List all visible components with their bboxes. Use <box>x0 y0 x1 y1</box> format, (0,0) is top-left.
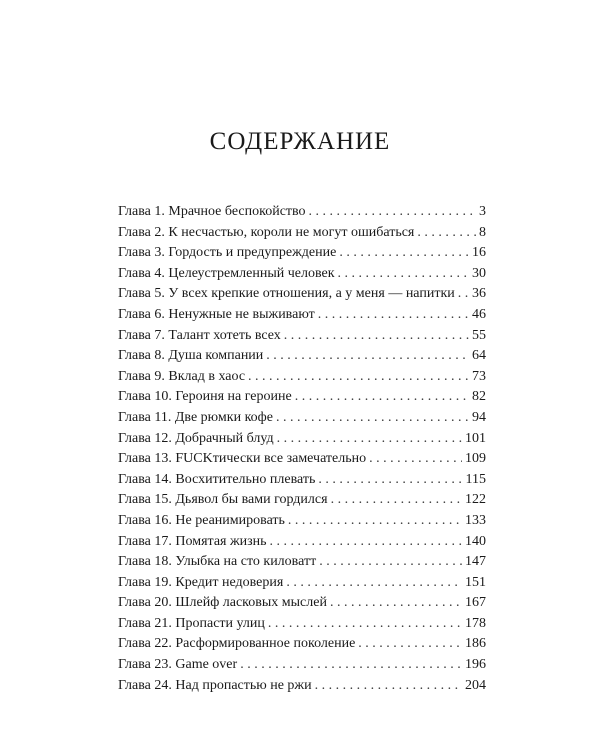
toc-entry-title: Глава 5. У всех крепкие отношения, а у меня — напитки <box>118 286 455 302</box>
toc-entry-title: Глава 22. Расформированное поколение <box>118 636 356 652</box>
dot-leader <box>318 472 462 488</box>
toc-entry-page: 151 <box>465 574 486 590</box>
dot-leader <box>319 554 462 570</box>
toc-entry-page: 36 <box>472 286 486 302</box>
toc-entry-page: 8 <box>479 224 486 240</box>
dot-leader <box>330 595 462 611</box>
toc-entry-title: Глава 13. FUCKтически все замечательно <box>118 451 367 467</box>
toc-entry-page: 46 <box>472 306 486 322</box>
toc-entry <box>118 575 486 596</box>
toc-entry-title: Глава 9. Вклад в хаос <box>118 368 246 384</box>
toc-entry-page: 109 <box>465 451 486 467</box>
toc-entry-page: 64 <box>472 348 486 364</box>
toc-entry <box>118 225 486 246</box>
toc-entry-title: Глава 11. Две рюмки кофе <box>118 409 273 425</box>
toc-entry-title: Глава 10. Героиня на героине <box>118 389 292 405</box>
toc-entry-page: 204 <box>465 677 486 693</box>
dot-leader <box>240 657 462 673</box>
toc-entry-page: 73 <box>472 368 486 384</box>
toc-entry-page: 55 <box>472 327 486 343</box>
toc-entry <box>118 513 486 534</box>
dot-leader <box>277 431 462 447</box>
toc-entry <box>118 636 486 657</box>
toc-entry-page: 101 <box>465 430 486 446</box>
toc-entry-page: 82 <box>472 389 486 405</box>
toc-entry <box>118 657 486 678</box>
toc-heading: СОДЕРЖАНИЕ <box>209 128 391 155</box>
toc-entry-title: Глава 20. Шлейф ласковых мыслей <box>118 595 327 611</box>
toc-entry <box>118 204 486 225</box>
dot-leader <box>286 575 462 591</box>
toc-entry <box>118 369 486 390</box>
dot-leader <box>270 534 462 550</box>
toc-entry-page: 94 <box>472 409 486 425</box>
dot-leader <box>266 348 469 364</box>
toc-entry-title: Глава 12. Добрачный блуд <box>118 430 274 446</box>
toc-entry <box>118 678 486 699</box>
toc-entry <box>118 410 486 431</box>
toc-entry-page: 196 <box>465 657 486 673</box>
toc-entry <box>118 616 486 637</box>
toc-entry-page: 122 <box>465 492 486 508</box>
dot-leader <box>295 389 469 405</box>
toc-entry-page: 133 <box>465 512 486 528</box>
dot-leader <box>331 492 462 508</box>
toc-entry-title: Глава 3. Гордость и предупреждение <box>118 245 337 261</box>
dot-leader <box>417 225 476 241</box>
toc-entry-title: Глава 14. Восхитительно плевать <box>118 471 316 487</box>
toc-entry <box>118 534 486 555</box>
toc-entry-title: Глава 24. Над пропастью не ржи <box>118 677 312 693</box>
toc-entry <box>118 286 486 307</box>
toc-entry <box>118 554 486 575</box>
toc-entry-title: Глава 23. Game over <box>118 657 238 673</box>
toc-entry <box>118 389 486 410</box>
toc-entry <box>118 492 486 513</box>
dot-leader <box>288 513 462 529</box>
toc-entry-page: 30 <box>472 265 486 281</box>
toc-entry <box>118 472 486 493</box>
dot-leader <box>458 286 469 302</box>
toc-entry <box>118 348 486 369</box>
dot-leader <box>309 204 476 220</box>
toc-entry-page: 147 <box>465 554 486 570</box>
toc-entry-page: 115 <box>465 471 486 487</box>
toc-entry-title: Глава 17. Помятая жизнь <box>118 533 267 549</box>
toc-entry <box>118 307 486 328</box>
toc-entry <box>118 451 486 472</box>
toc-entry-title: Глава 7. Талант хотеть всех <box>118 327 281 343</box>
toc-entry-page: 186 <box>465 636 486 652</box>
toc-list <box>118 204 486 698</box>
toc-entry-title: Глава 6. Ненужные не выживают <box>118 306 315 322</box>
toc-entry <box>118 266 486 287</box>
toc-entry-title: Глава 18. Улыбка на сто киловатт <box>118 554 317 570</box>
dot-leader <box>315 678 462 694</box>
dot-leader <box>338 266 469 282</box>
toc-entry-title: Глава 1. Мрачное беспокойство <box>118 204 306 219</box>
toc-entry <box>118 328 486 349</box>
toc-entry-title: Глава 8. Душа компании <box>118 348 264 364</box>
dot-leader <box>339 245 469 261</box>
toc-entry-page: 178 <box>465 615 486 631</box>
dot-leader <box>318 307 469 323</box>
dot-leader <box>248 369 469 385</box>
toc-entry-title: Глава 21. Пропасти улиц <box>118 615 265 631</box>
toc-entry-page: 140 <box>465 533 486 549</box>
toc-entry-title: Глава 2. К несчастью, короли не могут ошибаться <box>118 224 415 240</box>
dot-leader <box>358 636 462 652</box>
toc-entry <box>118 245 486 266</box>
toc-entry-title: Глава 15. Дьявол бы вами гордился <box>118 492 328 508</box>
toc-entry-page: 16 <box>472 245 486 261</box>
toc-entry <box>118 595 486 616</box>
dot-leader <box>268 616 462 632</box>
toc-entry-title: Глава 16. Не реанимировать <box>118 512 285 528</box>
toc-entry <box>118 431 486 452</box>
dot-leader <box>284 328 469 344</box>
dot-leader <box>276 410 469 426</box>
dot-leader <box>369 451 462 467</box>
toc-entry-title: Глава 4. Целеустремленный человек <box>118 265 335 281</box>
toc-entry-title: Глава 19. Кредит недоверия <box>118 574 284 590</box>
toc-entry-page: 167 <box>465 595 486 611</box>
toc-entry-page: 3 <box>479 204 486 219</box>
